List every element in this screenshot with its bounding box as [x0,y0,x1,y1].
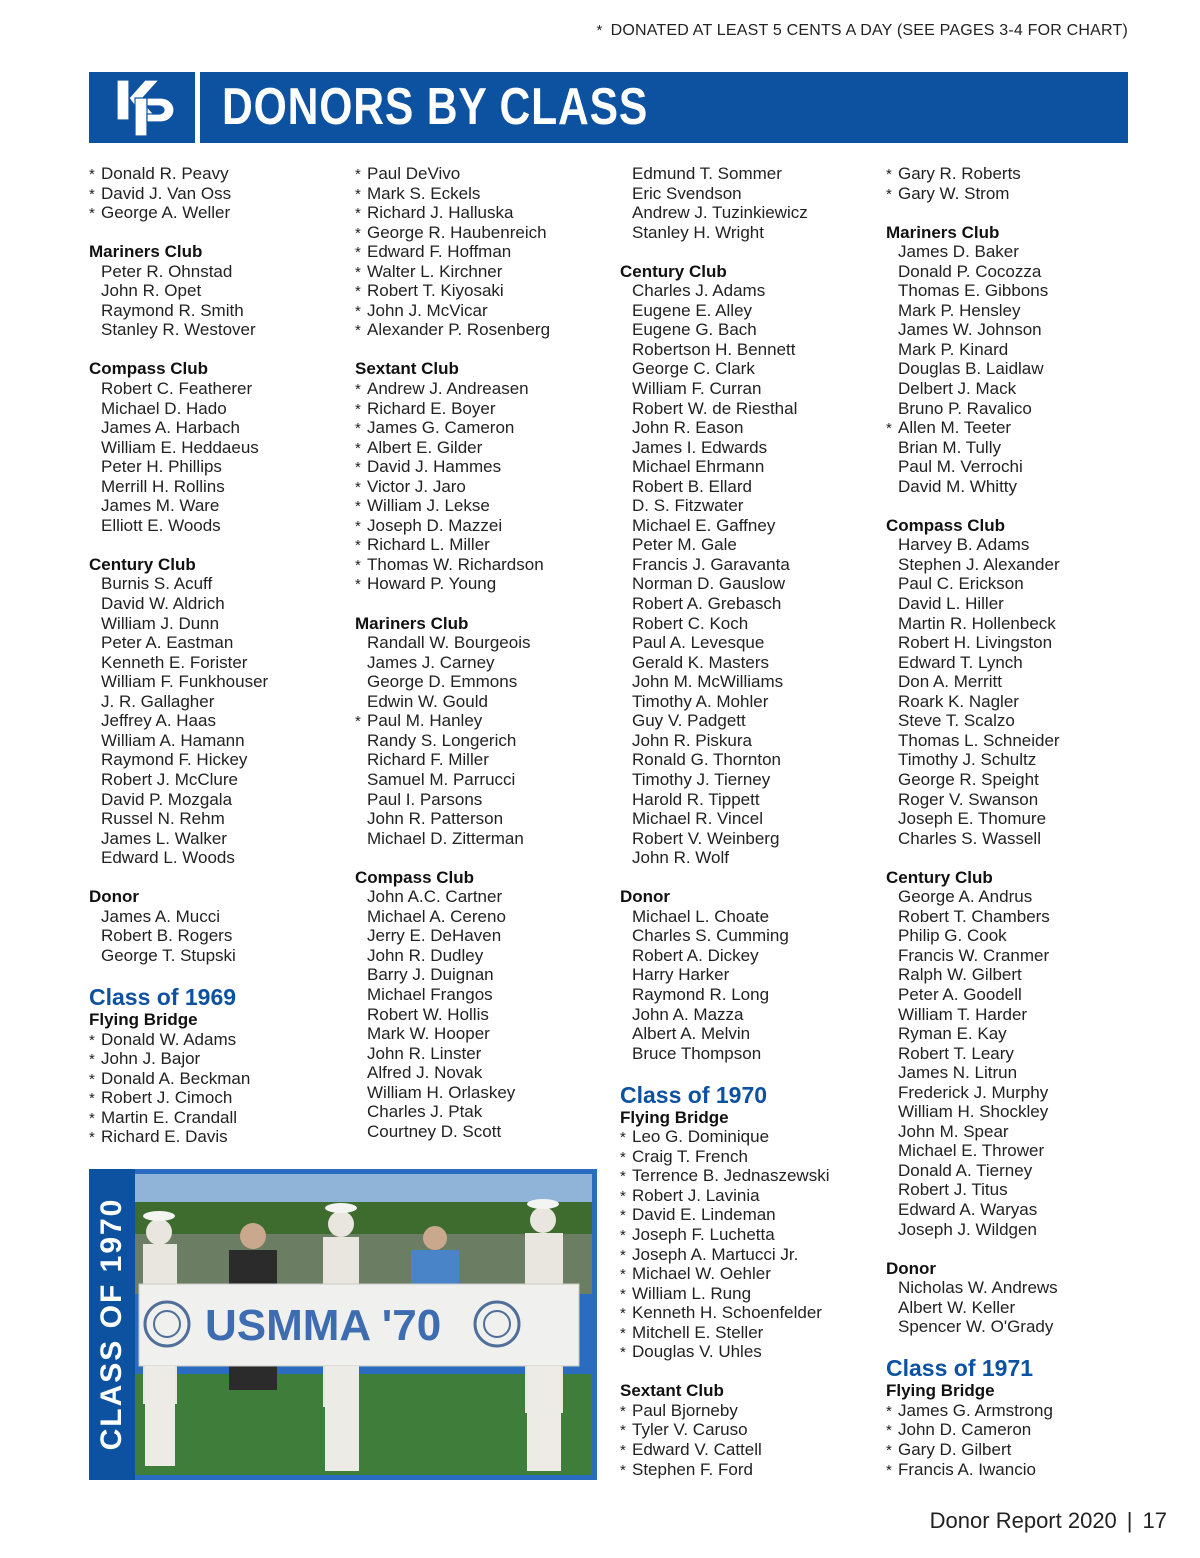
donor-name: Donald A. Tierney [898,1160,1033,1180]
donor-name: * Joseph F. Luchetta [620,1225,829,1245]
donor-name: * Howard P. Young [355,574,550,594]
donor-group [355,868,550,1142]
donor-column-1 [89,164,268,1147]
donor-name: * Thomas W. Richardson [355,555,550,575]
donor-name: * Paul Bjorneby [620,1401,829,1421]
donor-name: Robert J. Titus [898,1180,1008,1200]
donor-name: Martin R. Hollenbeck [898,613,1056,633]
club-heading: Flying Bridge [620,1107,729,1127]
donor-name: David P. Mozgala [101,789,233,809]
kp-monogram-icon [109,76,175,140]
donor-name: Michael Frangos [367,984,493,1004]
donor-name: * Edward F. Hoffman [355,242,550,262]
donor-name: Russel N. Rehm [101,809,225,829]
donor-name: * David J. Van Oss [89,184,268,204]
donor-group [89,887,268,965]
donor-name: John R. Eason [632,418,744,438]
donor-name: Edward L. Woods [101,848,235,868]
donor-name: William H. Orlaskey [367,1082,516,1102]
donor-name: * Mitchell E. Steller [620,1323,829,1343]
donor-name: * James G. Cameron [355,418,550,438]
donor-name: William H. Shockley [898,1102,1049,1122]
donor-name: * Joseph D. Mazzei [355,516,550,536]
donor-name: Robert B. Rogers [101,926,233,946]
donor-name: Robert C. Koch [632,613,749,633]
donor-name: Michael D. Hado [101,398,227,418]
donor-name: * Stephen F. Ford [620,1460,829,1480]
donor-name: * Richard L. Miller [355,535,550,555]
donor-group [886,223,1060,497]
donor-name: * Leo G. Dominique [620,1127,829,1147]
donor-name: Guy V. Padgett [632,711,746,731]
donor-name: Edward A. Waryas [898,1199,1038,1219]
donor-name: * Mark S. Eckels [355,184,550,204]
donor-group [886,1259,1060,1337]
donor-name: Joseph J. Wildgen [898,1219,1037,1239]
donor-name: Burnis S. Acuff [101,574,213,594]
page-footer [930,1508,1167,1534]
donor-name: James I. Edwards [632,437,768,457]
donor-group [89,242,268,340]
donor-group [620,262,829,868]
donor-name: Robert T. Leary [898,1043,1014,1063]
club-heading: Mariners Club [886,222,1000,242]
donor-name: * Michael W. Oehler [620,1264,829,1284]
donor-name: Robert V. Weinberg [632,828,780,848]
donor-name: * Allen M. Teeter [886,418,1060,438]
club-heading: Century Club [89,554,196,574]
section-banner [89,72,1128,143]
donor-name: * Tyler V. Caruso [620,1420,829,1440]
donor-name: * James G. Armstrong [886,1401,1060,1421]
donor-name: David W. Aldrich [101,594,225,614]
donor-name: J. R. Gallagher [101,691,215,711]
donor-name: Michael E. Gaffney [632,515,776,535]
club-heading: Compass Club [886,515,1006,535]
class-photo-frame [89,1169,597,1480]
donor-name: * Kenneth H. Schoenfelder [620,1303,829,1323]
donor-name: Randy S. Longerich [367,730,517,750]
donor-name: Peter A. Eastman [101,633,234,653]
club-heading: Century Club [620,261,727,281]
donor-name: Brian M. Tully [898,437,1001,457]
donor-name: Albert W. Keller [898,1297,1016,1317]
donor-name: Joseph E. Thomure [898,809,1047,829]
donor-group [89,555,268,868]
donor-name: Paul C. Erickson [898,574,1024,594]
donor-name: Ryman E. Kay [898,1024,1007,1044]
donor-name: James A. Harbach [101,418,240,438]
donor-group [620,164,829,242]
donor-group [355,164,550,340]
donor-name: Robert A. Grebasch [632,594,782,614]
donor-name: * Craig T. French [620,1147,829,1167]
donor-name: Charles J. Adams [632,281,766,301]
donor-name: * Robert J. Cimoch [89,1088,268,1108]
donor-name: Richard F. Miller [367,750,489,770]
donor-name: Delbert J. Mack [898,379,1017,399]
donor-name: Harry Harker [632,965,730,985]
donor-name: Michael D. Zitterman [367,828,524,848]
donor-name: William E. Heddaeus [101,437,259,457]
donor-name: Ralph W. Gilbert [898,965,1022,985]
page-number: 17 [1142,1508,1167,1533]
donor-name: Francis W. Cranmer [898,945,1050,965]
donor-name: * Albert E. Gilder [355,438,550,458]
donor-name: Stanley R. Westover [101,320,256,340]
donor-name: * Andrew J. Andreasen [355,379,550,399]
donor-name: * John D. Cameron [886,1420,1060,1440]
donor-name: * Paul M. Hanley [355,711,550,731]
donor-name: Raymond R. Smith [101,300,244,320]
donor-name: Elliott E. Woods [101,515,221,535]
donor-name: Paul I. Parsons [367,789,483,809]
donor-name: * Robert J. Lavinia [620,1186,829,1206]
donor-name: Paul A. Levesque [632,633,765,653]
donor-name: * Richard E. Davis [89,1127,268,1147]
donor-name: * Alexander P. Rosenberg [355,320,550,340]
donor-name: Jeffrey A. Haas [101,711,216,731]
donor-name: Robert A. Dickey [632,945,759,965]
donor-name: David L. Hiller [898,594,1004,614]
donor-name: Stanley H. Wright [632,222,764,242]
donor-name: Philip G. Cook [898,926,1007,946]
donor-group [89,359,268,535]
donor-group [89,985,268,1147]
club-heading: Donor [89,887,140,907]
donor-name: Peter M. Gale [632,535,737,555]
donor-name: Timothy J. Schultz [898,750,1037,770]
donor-name: D. S. Fitzwater [632,496,744,516]
club-heading: Donor [620,887,671,907]
donor-group [886,516,1060,848]
donor-name: James J. Carney [367,652,495,672]
donor-column-4 [886,164,1060,1479]
club-heading: Compass Club [89,359,209,379]
donor-name: Thomas E. Gibbons [898,281,1049,301]
donor-name: Peter R. Ohnstad [101,261,233,281]
donor-group [355,614,550,849]
donor-name: * Gary W. Strom [886,184,1060,204]
donor-name: Randall W. Bourgeois [367,633,531,653]
group-photo-image [135,1174,592,1475]
donor-name: * Terrence B. Jednaszewski [620,1166,829,1186]
donor-name: * Gary R. Roberts [886,164,1060,184]
banner-divider [195,72,200,143]
donor-name: Spencer W. O'Grady [898,1317,1054,1337]
club-heading: Flying Bridge [886,1381,995,1401]
photo-side-label: CLASS OF 1970 [95,1197,128,1451]
donor-name: Robert J. McClure [101,769,238,789]
kp-logo [89,72,195,143]
donor-name: Robert B. Ellard [632,476,752,496]
donation-footnote-text: DONATED AT LEAST 5 CENTS A DAY (SEE PAGES 3-4 FOR CHART) [610,22,1128,39]
class-year-heading: Class of 1970 [620,1081,768,1108]
donor-name: Harold R. Tippett [632,789,760,809]
donor-name: George A. Andrus [898,887,1033,907]
donor-name: Jerry E. DeHaven [367,926,502,946]
donor-name: Samuel M. Parrucci [367,769,516,789]
club-heading: Mariners Club [355,613,469,633]
donor-name: Michael A. Cereno [367,906,506,926]
donor-group [886,1356,1060,1479]
donor-name: * John J. Bajor [89,1049,268,1069]
donor-name: * Joseph A. Martucci Jr. [620,1245,829,1265]
donor-name: Eugene E. Alley [632,300,753,320]
donor-name: * Richard E. Boyer [355,399,550,419]
donor-name: James D. Baker [898,242,1019,262]
donor-name: * David J. Hammes [355,457,550,477]
donor-name: Peter H. Phillips [101,457,222,477]
page-title: DONORS BY CLASS [222,78,649,136]
donor-name: Harvey B. Adams [898,535,1030,555]
donor-name: William T. Harder [898,1004,1028,1024]
donor-name: * John J. McVicar [355,301,550,321]
donor-name: * Robert T. Kiyosaki [355,281,550,301]
donor-name: Michael L. Choate [632,906,770,926]
donor-name: Mark W. Hooper [367,1024,490,1044]
donor-name: Nicholas W. Andrews [898,1278,1058,1298]
donor-column-3 [620,164,829,1479]
donor-name: Mark P. Hensley [898,300,1021,320]
donor-name: George R. Speight [898,769,1039,789]
donor-name: Donald P. Cocozza [898,261,1042,281]
donor-name: James W. Johnson [898,320,1042,340]
donor-name: Bruno P. Ravalico [898,398,1032,418]
donor-name: John R. Opet [101,281,202,301]
donor-name: * George A. Weller [89,203,268,223]
donor-name: Mark P. Kinard [898,339,1009,359]
donor-name: Gerald K. Masters [632,652,769,672]
donor-name: Francis J. Garavanta [632,554,790,574]
donor-name: John R. Piskura [632,730,752,750]
donor-name: Norman D. Gauslow [632,574,786,594]
donor-name: Charles S. Cumming [632,926,789,946]
donor-group [89,164,268,223]
donor-name: James N. Litrun [898,1063,1018,1083]
donor-name: * Victor J. Jaro [355,477,550,497]
donor-name: Stephen J. Alexander [898,554,1060,574]
donor-name: Roark K. Nagler [898,691,1019,711]
donor-name: Charles S. Wassell [898,828,1041,848]
donor-name: John A. Mazza [632,1004,744,1024]
donor-group [620,887,829,1063]
class-of-1970-photo [135,1174,592,1475]
donor-name: James A. Mucci [101,906,221,926]
donation-footnote [597,22,1128,40]
donor-name: Robert H. Livingston [898,633,1053,653]
photo-side-band [89,1169,135,1480]
donor-name: Michael Ehrmann [632,457,765,477]
donor-name: Bruce Thompson [632,1043,762,1063]
footer-report-name: Donor Report 2020 [929,1508,1117,1533]
donor-name: Raymond R. Long [632,984,770,1004]
donor-name: * Donald W. Adams [89,1030,268,1050]
donor-name: George C. Clark [632,359,755,379]
donor-name: Robertson H. Bennett [632,339,796,359]
donor-name: Merrill H. Rollins [101,476,225,496]
donor-name: Thomas L. Schneider [898,730,1060,750]
donor-name: Roger V. Swanson [898,789,1039,809]
donor-name: Edwin W. Gould [367,691,488,711]
donor-name: Alfred J. Novak [367,1063,483,1083]
donor-group [886,868,1060,1239]
donor-name: Edmund T. Sommer [632,164,782,183]
club-heading: Donor [886,1258,937,1278]
donor-name: Steve T. Scalzo [898,711,1015,731]
class-year-heading: Class of 1971 [886,1355,1034,1382]
donor-name: Kenneth E. Forister [101,652,248,672]
donor-name: John R. Dudley [367,945,484,965]
donor-name: William A. Hamann [101,730,245,750]
donor-name: Eugene G. Bach [632,320,757,340]
donor-name: * William L. Rung [620,1284,829,1304]
donor-name: William F. Funkhouser [101,672,269,692]
club-heading: Century Club [886,867,993,887]
donor-name: George T. Stupski [101,945,236,965]
donor-name: * William J. Lekse [355,496,550,516]
donor-name: * George R. Haubenreich [355,223,550,243]
donor-name: * Walter L. Kirchner [355,262,550,282]
donor-group [620,1381,829,1479]
donor-name: Douglas B. Laidlaw [898,359,1044,379]
donor-name: David M. Whitty [898,476,1018,496]
donor-column-2 [355,164,550,1141]
donor-name: Timothy J. Tierney [632,769,771,789]
donor-name: John R. Patterson [367,809,504,829]
donor-name: * Donald R. Peavy [89,164,268,184]
donor-group [886,164,1060,203]
donor-name: * Martin E. Crandall [89,1108,268,1128]
donor-name: Frederick J. Murphy [898,1082,1049,1102]
donor-name: John R. Wolf [632,848,730,868]
donor-name: * Paul DeVivo [355,164,550,184]
club-heading: Sextant Club [620,1381,724,1401]
club-heading: Mariners Club [89,242,203,262]
donor-name: John M. Spear [898,1121,1009,1141]
donor-name: Barry J. Duignan [367,965,494,985]
photo-banner-text: USMMA '70 [205,1301,442,1350]
donor-name: John R. Linster [367,1043,482,1063]
club-heading: Flying Bridge [89,1009,198,1029]
donor-name: * Francis A. Iwancio [886,1460,1060,1480]
donor-name: John M. McWilliams [632,672,784,692]
class-year-heading: Class of 1969 [89,983,237,1010]
donor-name: Peter A. Goodell [898,984,1022,1004]
asterisk-icon: * [596,22,603,39]
donor-name: James M. Ware [101,496,220,516]
donor-name: Timothy A. Mohler [632,691,769,711]
donor-name: Andrew J. Tuzinkiewicz [632,203,808,223]
donor-name: Raymond F. Hickey [101,750,248,770]
donor-name: Courtney D. Scott [367,1121,502,1141]
donor-name: Paul M. Verrochi [898,457,1023,477]
donor-name: Eric Svendson [632,183,742,203]
donor-name: Robert W. de Riesthal [632,398,798,418]
donor-name: Michael R. Vincel [632,809,764,829]
donor-name: John A.C. Cartner [367,887,503,907]
donor-name: Ronald G. Thornton [632,750,781,770]
donor-name: * David E. Lindeman [620,1205,829,1225]
donor-name: Robert C. Featherer [101,379,253,399]
club-heading: Compass Club [355,867,475,887]
donor-name: Edward T. Lynch [898,652,1023,672]
donor-name: Albert A. Melvin [632,1024,751,1044]
club-heading: Sextant Club [355,359,459,379]
footer-separator: | [1126,1508,1133,1533]
donor-name: George D. Emmons [367,672,518,692]
donor-name: James L. Walker [101,828,227,848]
donor-name: * Gary D. Gilbert [886,1440,1060,1460]
donor-name: * Richard J. Halluska [355,203,550,223]
donor-name: Charles J. Ptak [367,1102,483,1122]
donor-name: * Douglas V. Uhles [620,1342,829,1362]
donor-name: William F. Curran [632,379,762,399]
donor-name: * Donald A. Beckman [89,1069,268,1089]
donor-group [620,1083,829,1362]
donor-name: Don A. Merritt [898,672,1002,692]
donor-name: Michael E. Thrower [898,1141,1045,1161]
donor-name: * Edward V. Cattell [620,1440,829,1460]
donor-group [355,359,550,594]
donor-name: Robert T. Chambers [898,906,1050,926]
donor-name: Robert W. Hollis [367,1004,489,1024]
donor-name: William J. Dunn [101,613,220,633]
